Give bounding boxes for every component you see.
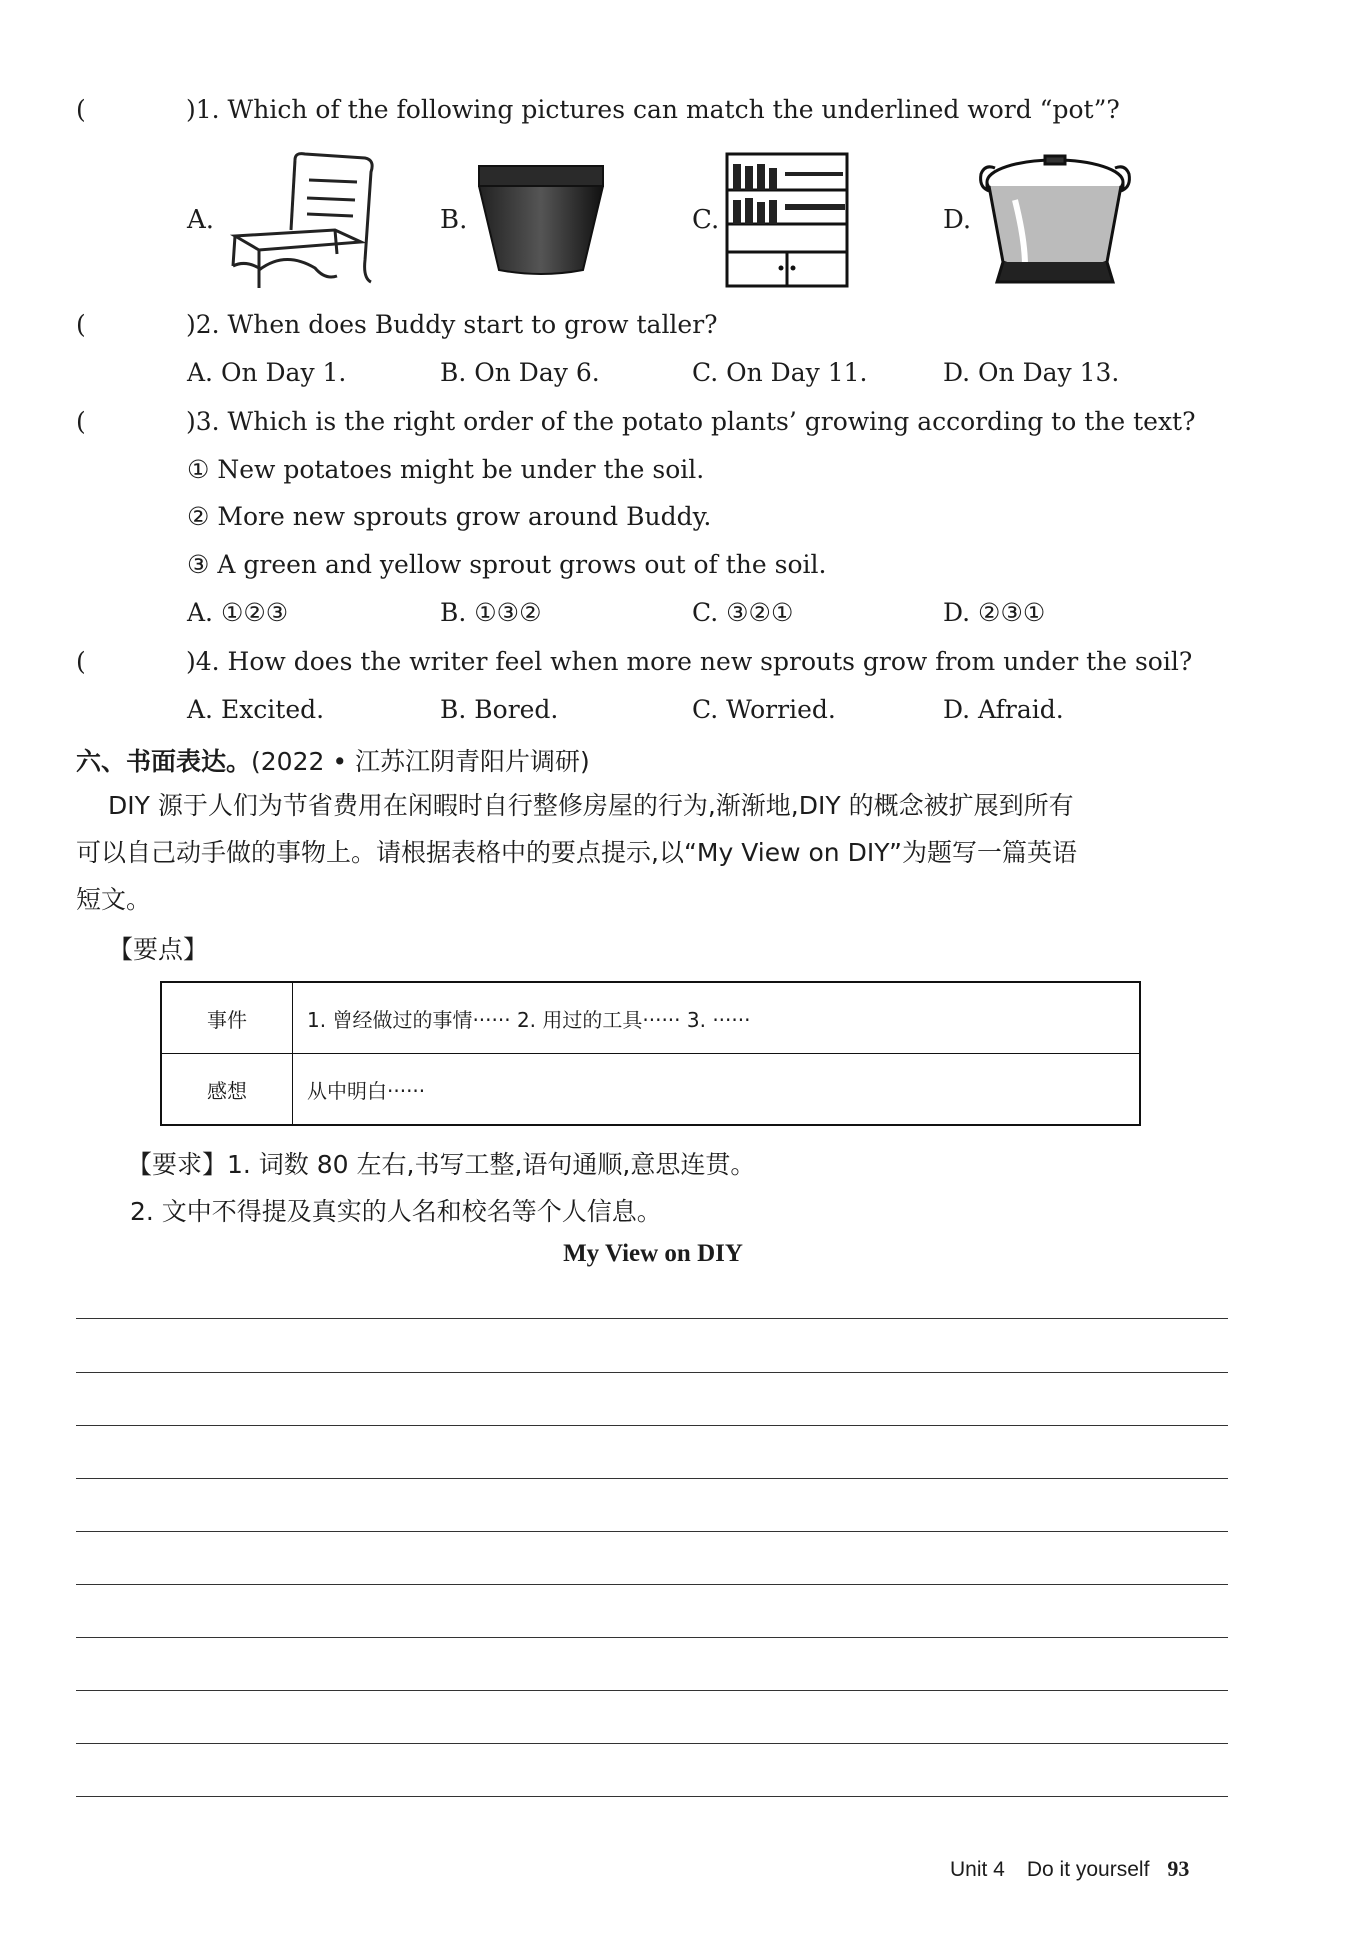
answer-blank[interactable]: ( [76, 95, 86, 124]
requirement-2: 2. 文中不得提及真实的人名和校名等个人信息。 [130, 1197, 662, 1226]
option-d[interactable]: D. On Day 13. [943, 358, 1120, 387]
requirement-1: 【要求】1. 词数 80 左右,书写工整,语句通顺,意思连贯。 [127, 1150, 756, 1179]
page-footer [950, 1856, 1189, 1882]
option-c[interactable]: C. On Day 11. [692, 358, 868, 387]
intro-line-2: 可以自己动手做的事物上。请根据表格中的要点提示,以“My View on DIY”为题写一篇英语 [76, 838, 1077, 867]
points-table [160, 981, 1141, 1126]
question-text: )2. When does Buddy start to grow taller? [186, 310, 718, 339]
chair-icon [225, 150, 377, 290]
footer-unit: Unit 4 [950, 1858, 1005, 1881]
cooking-pot-icon [975, 150, 1135, 292]
writing-line[interactable] [76, 1743, 1228, 1744]
section-heading: 六、书面表达。 [76, 747, 252, 776]
table-header-cell: 事件 [161, 982, 293, 1054]
section-source: (2022 • 江苏江阴青阳片调研) [251, 747, 590, 776]
section-title [76, 742, 590, 778]
answer-blank[interactable]: ( [76, 310, 86, 339]
option-b[interactable]: B. On Day 6. [440, 358, 600, 387]
bookshelf-icon [725, 152, 849, 288]
writing-line[interactable] [76, 1425, 1228, 1426]
answer-blank[interactable]: ( [76, 407, 86, 436]
option-c[interactable]: C. Worried. [692, 695, 836, 724]
intro-line-1: DIY 源于人们为节省费用在闲暇时自行整修房屋的行为,渐渐地,DIY 的概念被扩展到所有 [108, 791, 1074, 820]
answer-blank[interactable]: ( [76, 647, 86, 676]
option-b[interactable]: B. Bored. [440, 695, 559, 724]
option-a[interactable]: A. Excited. [187, 695, 325, 724]
statement-3: ③ A green and yellow sprout grows out of the soil. [187, 550, 827, 579]
question-2 [76, 310, 718, 339]
writing-line[interactable] [76, 1690, 1228, 1691]
flower-pot-icon [475, 160, 607, 280]
option-a-label: A. [187, 205, 215, 235]
question-text: )3. Which is the right order of the potato plants’ growing according to the text? [186, 407, 1196, 436]
essay-title: My View on DIY [563, 1240, 743, 1267]
question-text: )1. Which of the following pictures can match the underlined word “pot”? [186, 95, 1120, 124]
writing-line[interactable] [76, 1584, 1228, 1585]
page-number: 93 [1167, 1856, 1190, 1881]
option-b[interactable]: B. ①③② [440, 598, 542, 627]
question-text: )4. How does the writer feel when more new sprouts grow from under the soil? [186, 647, 1193, 676]
points-label: 【要点】 [108, 935, 209, 964]
table-cell: 1. 曾经做过的事情······ 2. 用过的工具······ 3. ······ [293, 982, 1141, 1054]
option-d-label: D. [943, 205, 972, 235]
writing-line[interactable] [76, 1796, 1228, 1797]
statement-2: ② More new sprouts grow around Buddy. [187, 502, 712, 531]
option-d[interactable]: D. ②③① [943, 598, 1046, 627]
intro-line-3: 短文。 [76, 885, 152, 914]
question-1 [76, 95, 1120, 124]
table-row [161, 982, 1140, 1054]
table-header-cell: 感想 [161, 1054, 293, 1126]
option-a[interactable]: A. On Day 1. [187, 358, 347, 387]
writing-line[interactable] [76, 1637, 1228, 1638]
footer-title: Do it yourself [1026, 1858, 1150, 1881]
table-row [161, 1054, 1140, 1126]
option-b-label: B. [440, 205, 468, 235]
writing-line[interactable] [76, 1318, 1228, 1319]
writing-line[interactable] [76, 1478, 1228, 1479]
table-cell: 从中明白······ [293, 1054, 1141, 1126]
option-c-label: C. [692, 205, 720, 235]
statement-1: ① New potatoes might be under the soil. [187, 455, 705, 484]
option-d[interactable]: D. Afraid. [943, 695, 1064, 724]
question-3 [76, 407, 1196, 436]
option-a[interactable]: A. ①②③ [187, 598, 289, 627]
writing-line[interactable] [76, 1531, 1228, 1532]
option-c[interactable]: C. ③②① [692, 598, 794, 627]
question-4 [76, 647, 1192, 676]
writing-line[interactable] [76, 1372, 1228, 1373]
